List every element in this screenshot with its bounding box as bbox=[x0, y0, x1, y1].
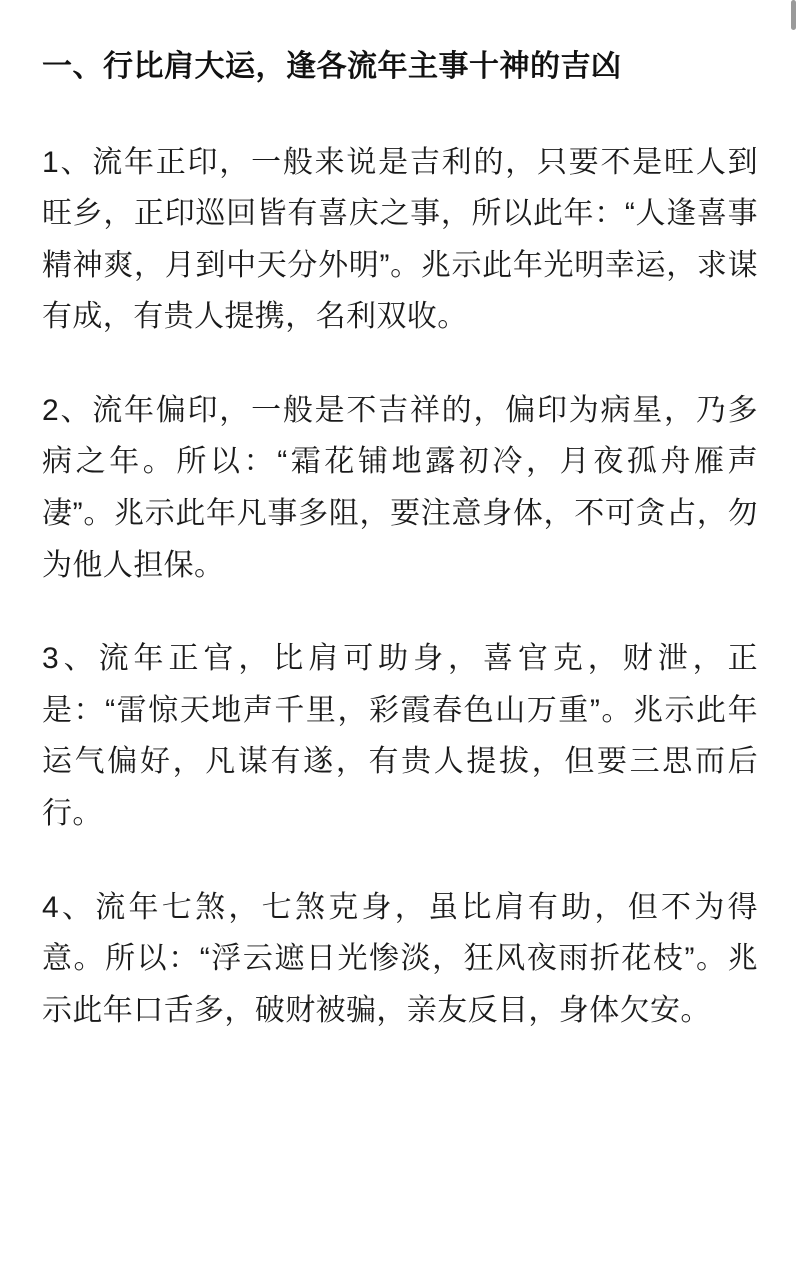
paragraph-4: 4、流年七煞，七煞克身，虽比肩有助，但不为得意。所以：“浮云遮日光惨淡，狂风夜雨折花枝”。兆示此年口舌多，破财被骗，亲友反目，身体欠安。 bbox=[42, 890, 758, 1027]
page-title: 一、行比肩大运，逢各流年主事十神的吉凶 bbox=[42, 50, 622, 83]
vertical-scrollbar-thumb[interactable] bbox=[791, 0, 796, 30]
paragraph-2: 2、流年偏印，一般是不吉祥的，偏印为病星，乃多病之年。所以：“霜花铺地露初冷，月夜孤舟雁声凄”。兆示此年凡事多阻，要注意身体，不可贪占，勿为他人担保。 bbox=[42, 393, 758, 582]
paragraph-3: 3、流年正官，比肩可助身，喜官克，财泄，正是：“雷惊天地声千里，彩霞春色山万重”。兆示此年运气偏好，凡谋有遂，有贵人提拔，但要三思而后行。 bbox=[42, 642, 758, 831]
paragraph-1: 1、流年正印，一般来说是吉利的，只要不是旺人到旺乡，正印巡回皆有喜庆之事，所以此年：“人逢喜事精神爽，月到中天分外明”。兆示此年光明幸运，求谋有成，有贵人提携，名利双收。 bbox=[42, 145, 758, 334]
